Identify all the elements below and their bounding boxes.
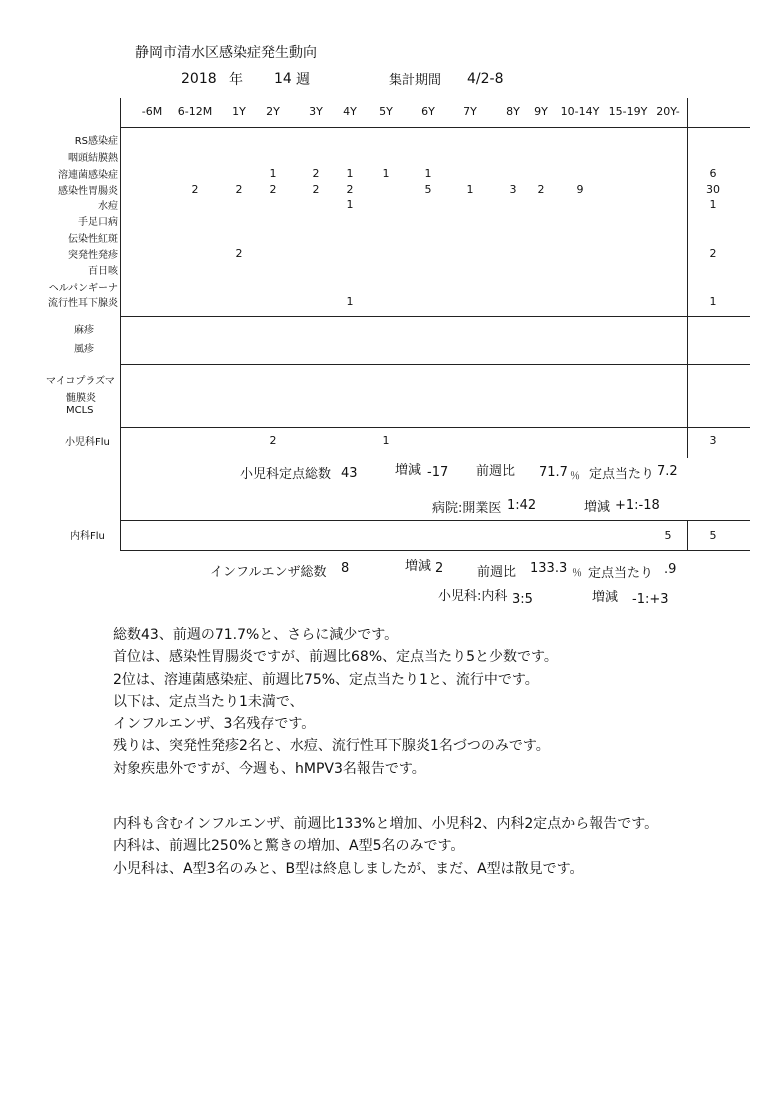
percent-sign: ％ [572, 568, 582, 579]
disease-label: ヘルパンギーナ [48, 283, 118, 294]
table-cell: 1 [382, 167, 390, 180]
age-column-header: 10-14Y [560, 105, 600, 118]
disease-label: 手足口病 [78, 217, 118, 228]
table-cell: 1 [346, 198, 354, 211]
summary-label: 増減 [395, 463, 422, 478]
summary-value: 7.2 [657, 464, 678, 479]
age-column-header: -6M [141, 105, 163, 118]
summary-value: .9 [664, 562, 677, 577]
year-unit: 年 [229, 72, 243, 88]
table-cell: 2 [269, 183, 277, 196]
flu-row-label: 内科Flu [70, 531, 105, 542]
percent-sign: ％ [570, 471, 580, 482]
row-total: 2 [709, 247, 717, 260]
summary-value: 3:5 [512, 592, 533, 607]
age-column-header: 5Y [379, 105, 393, 118]
commentary-line: 内科は、前週比250%と驚きの増加、A型5名のみです。 [113, 838, 465, 855]
table-cell: 5 [664, 529, 672, 542]
table-cell: 2 [346, 183, 354, 196]
row-divider [120, 316, 750, 317]
flu-row-label: 小児科Flu [65, 437, 110, 448]
summary-value: -1:+3 [632, 592, 669, 607]
table-cell: 1 [424, 167, 432, 180]
age-column-header: 20Y- [656, 105, 680, 118]
commentary-line: 小児科は、A型3名のみと、B型は終息しましたが、まだ、A型は散見です。 [113, 860, 584, 877]
summary-label: 小児科:内科 [438, 589, 508, 604]
summary-value: +1:-18 [615, 498, 660, 513]
summary-label: 前週比 [477, 565, 517, 580]
page-title: 静岡市清水区感染症発生動向 [135, 45, 317, 61]
commentary-block-2 [113, 813, 658, 880]
disease-label: 水痘 [98, 201, 118, 212]
table-cell: 2 [537, 183, 545, 196]
summary-label: 定点当たり [589, 467, 655, 482]
table-cell: 2 [235, 247, 243, 260]
summary-label: インフルエンザ総数 [210, 565, 327, 580]
disease-label: 伝染性紅斑 [68, 234, 118, 245]
summary-label: 増減 [405, 559, 432, 574]
age-column-header: 3Y [309, 105, 323, 118]
summary-label: 増減 [584, 500, 611, 515]
summary-label: 前週比 [476, 464, 516, 479]
table-cell: 1 [346, 295, 354, 308]
disease-label: 百日咳 [88, 266, 118, 277]
disease-label: RS感染症 [74, 136, 118, 147]
period-value: 4/2-8 [467, 71, 504, 87]
row-total: 5 [709, 529, 717, 542]
summary-value: 133.3 [530, 561, 568, 576]
table-cell: 1 [382, 434, 390, 447]
age-column-header: 1Y [232, 105, 246, 118]
commentary-line: 首位は、感染性胃腸炎ですが、前週比68%、定点当たり5と少数です。 [113, 649, 558, 666]
age-column-header: 15-19Y [608, 105, 648, 118]
week-unit: 週 [296, 72, 310, 88]
disease-label: 感染性胃腸炎 [58, 186, 118, 197]
disease-label: MCLS [66, 405, 94, 416]
summary-label: 小児科定点総数 [240, 467, 332, 482]
table-left-rule [120, 98, 121, 551]
summary-value: 2 [435, 561, 444, 576]
table-top-rule [120, 127, 750, 128]
disease-label: 髄膜炎 [66, 393, 96, 404]
table-cell: 1 [466, 183, 474, 196]
row-divider [120, 520, 750, 521]
period-label: 集計期間 [389, 73, 442, 88]
summary-value: 43 [341, 466, 358, 481]
commentary-line: 内科も含むインフルエンザ、前週比133%と増加、小児科2、内科2定点から報告です。 [113, 816, 659, 832]
summary-value: -17 [427, 465, 449, 480]
table-cell: 2 [312, 183, 320, 196]
table-cell: 1 [269, 167, 277, 180]
table-total-rule-lower [687, 520, 688, 551]
table-cell: 9 [576, 183, 584, 196]
table-cell: 3 [509, 183, 517, 196]
disease-label: 麻疹 [74, 325, 94, 336]
summary-value: 1:42 [507, 498, 537, 513]
disease-label: マイコプラズマ [46, 376, 115, 387]
summary-value: 71.7 [539, 465, 568, 480]
disease-label: 突発性発疹 [68, 250, 118, 261]
summary-label: 病院:開業医 [432, 501, 502, 516]
table-cell: 2 [235, 183, 243, 196]
table-cell: 2 [312, 167, 320, 180]
commentary-line: 総数43、前週の71.7%と、さらに減少です。 [113, 627, 399, 643]
age-column-header: 8Y [506, 105, 520, 118]
disease-label: 風疹 [74, 344, 94, 355]
commentary-line: 残りは、突発性発疹2名と、水痘、流行性耳下腺炎1名づつのみです。 [113, 738, 550, 755]
commentary-block-1 [113, 624, 558, 780]
table-cell: 2 [269, 434, 277, 447]
summary-value: 8 [341, 561, 350, 576]
week-value: 14 [274, 71, 292, 87]
row-total: 6 [709, 167, 717, 180]
commentary-line: 以下は、定点当たり1未満で、 [113, 693, 304, 710]
age-column-header: 6Y [421, 105, 435, 118]
age-column-header: 2Y [266, 105, 280, 118]
disease-label: 咽頭結膜熱 [68, 153, 118, 164]
commentary-line: 2位は、溶連菌感染症、前週比75%、定点当たり1と、流行中です。 [113, 671, 539, 688]
row-total: 3 [709, 434, 717, 447]
age-column-header: 9Y [534, 105, 548, 118]
age-column-header: 7Y [463, 105, 477, 118]
table-cell: 1 [346, 167, 354, 180]
table-total-rule [687, 98, 688, 458]
disease-label: 流行性耳下腺炎 [48, 298, 118, 309]
row-total: 1 [709, 295, 717, 308]
disease-label: 溶連菌感染症 [58, 170, 118, 181]
commentary-line: 対象疾患外ですが、今週も、hMPV3名報告です。 [113, 760, 426, 777]
table-cell: 5 [424, 183, 432, 196]
row-divider [120, 427, 750, 428]
age-column-header: 6-12M [177, 105, 213, 118]
age-column-header: 4Y [343, 105, 357, 118]
commentary-line: インフルエンザ、3名残存です。 [113, 716, 316, 733]
row-divider [120, 364, 750, 365]
table-cell: 2 [191, 183, 199, 196]
year-value: 2018 [181, 71, 217, 87]
row-divider [120, 550, 750, 551]
row-total: 1 [709, 198, 717, 211]
row-total: 30 [706, 183, 720, 196]
summary-label: 増減 [592, 590, 619, 605]
summary-label: 定点当たり [588, 566, 654, 581]
